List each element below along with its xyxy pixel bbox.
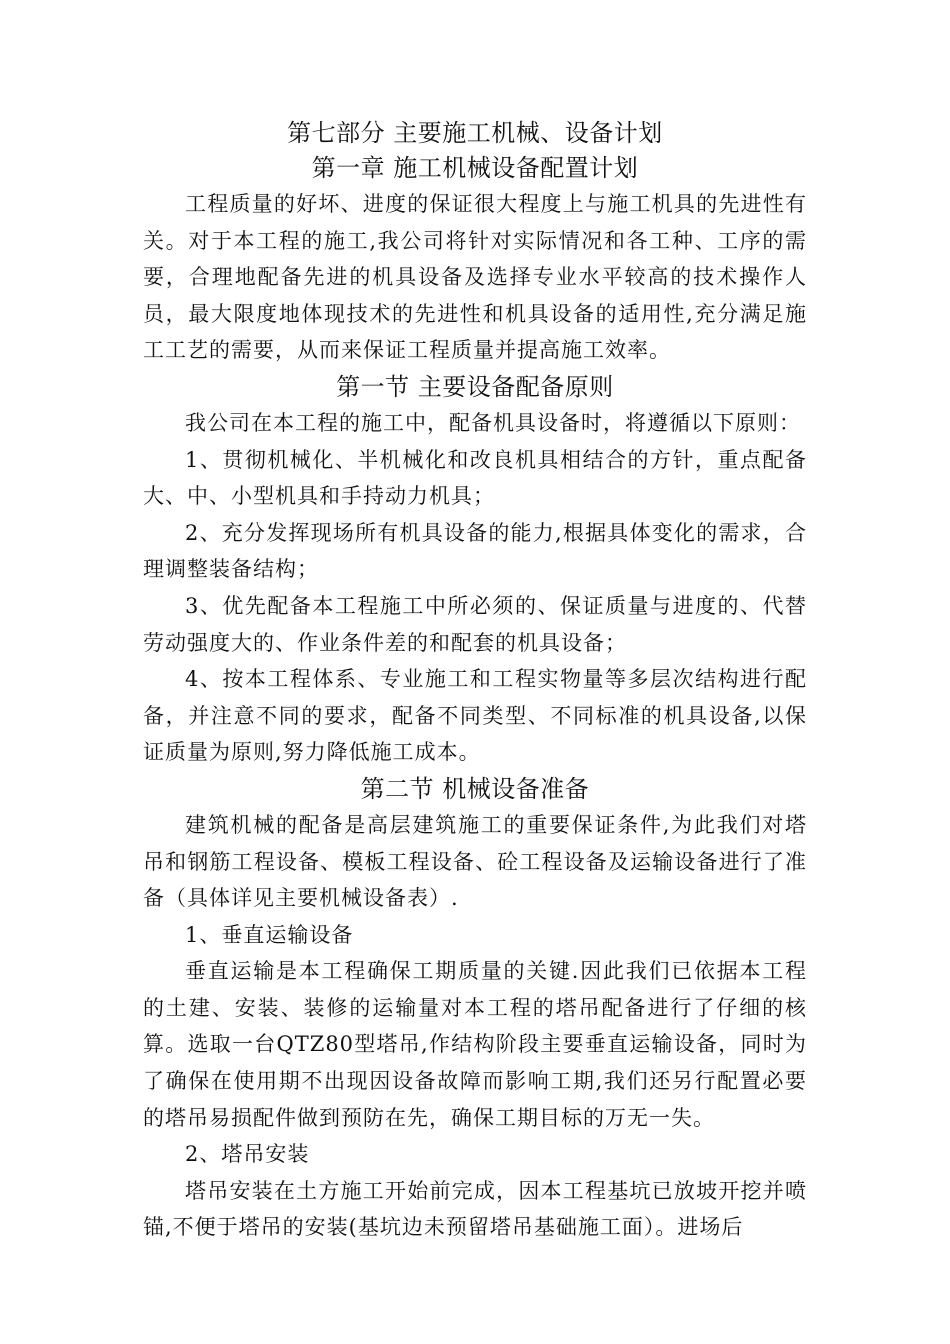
section1-title: 第一节 主要设备配备原则 bbox=[336, 372, 614, 401]
intro-paragraph: 工程质量的好坏、进度的保证很大程度上与施工机具的先进性有关。对于本工程的施工,我公司将针对实际情况和各工种、工序的需要，合理地配备先进的机具设备及选择专业水平较高的技术操作人员，最大限度地体现技术的先进性和机具设备的适用性,充分满足施工工艺的需要，从而来保证工程质量并提高施工效率。 bbox=[143, 192, 807, 363]
section2-paragraph: 垂直运输是本工程确保工期质量的关键.因此我们已依据本工程的土建、安装、装修的运输量对本工程的塔吊配备进行了仔细的核算。选取一台QTZ80型塔吊,作结构阶段主要垂直运输设备，同时为了确保在使用期不出现因设备故障而影响工期,我们还另行配置必要的塔吊易损配件做到预防在先，确保工期目标的万无一失。 bbox=[143, 959, 807, 1130]
section2-paragraph: 建筑机械的配备是高层建筑施工的重要保证条件,为此我们对塔吊和钢筋工程设备、模板工程设备、砼工程设备及运输设备进行了准备（具体详见主要机械设备表）. bbox=[143, 812, 807, 911]
section1-paragraph: 3、优先配备本工程施工中所必须的、保证质量与进度的、代替劳动强度大的、作业条件差的和配套的机具设备； bbox=[143, 593, 807, 655]
section1-paragraph: 我公司在本工程的施工中，配备机具设备时，将遵循以下原则： bbox=[185, 410, 801, 435]
section2-paragraph: 2、塔吊安装 bbox=[185, 1142, 310, 1167]
document-page bbox=[143, 116, 807, 1246]
section1-paragraph: 1、贯彻机械化、半机械化和改良机具相结合的方针，重点配备大、中、小型机具和手持动力机具； bbox=[143, 447, 807, 509]
section2-title: 第二节 机械设备准备 bbox=[360, 774, 590, 803]
section2-paragraph: 塔吊安装在土方施工开始前完成，因本工程基坑已放坡开挖并喷锚,不便于塔吊的安装(基坑边未预留塔吊基础施工面）。进场后 bbox=[143, 1178, 807, 1240]
section2-paragraph: 1、垂直运输设备 bbox=[185, 922, 354, 947]
section1-paragraph: 4、按本工程体系、专业施工和工程实物量等多层次结构进行配备，并注意不同的要求，配备不同类型、不同标准的机具设备,以保证质量为原则,努力降低施工成本。 bbox=[143, 667, 807, 765]
section1-paragraph: 2、充分发挥现场所有机具设备的能力,根据具体变化的需求，合理调整装备结构； bbox=[143, 520, 807, 582]
part-title: 第七部分 主要施工机械、设备计划 bbox=[287, 119, 663, 147]
chapter-title: 第一章 施工机械设备配置计划 bbox=[311, 154, 639, 182]
